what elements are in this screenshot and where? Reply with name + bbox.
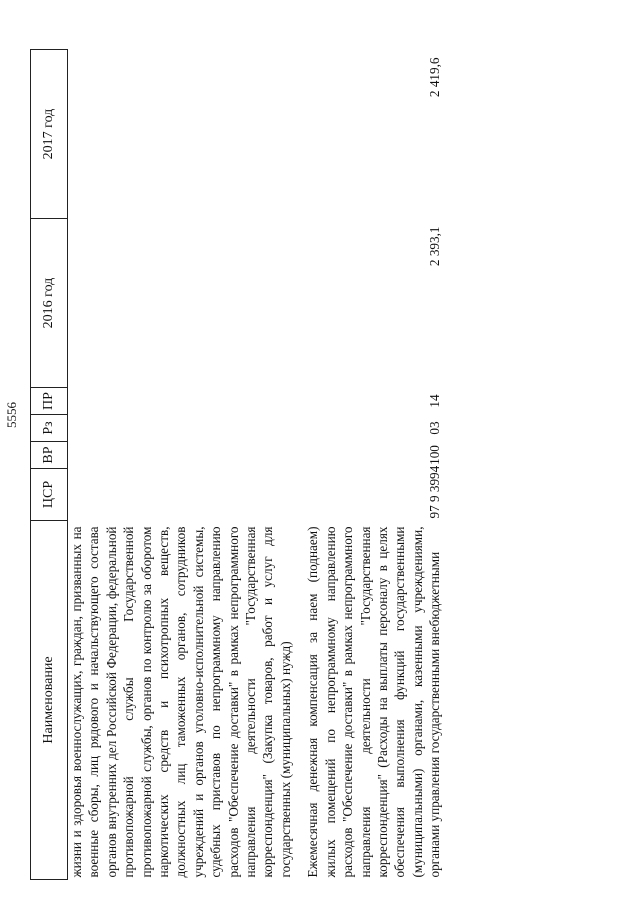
budget-table — [30, 49, 444, 880]
table-header-row — [31, 50, 68, 880]
row-vr — [68, 442, 295, 469]
row-name: жизни и здоровья военнослужащих, граждан, призванных на военные сборы, лиц рядового и начальствующего состава органов внутренних дел Российской Федерации, федеральной противопожарной службы Государственной противопожарной службы, органов по контролю за оборотом наркотических средств и психотропных веществ, должностных лиц таможенных органов, сотрудников учреждений и органов уголовно-исполнительной системы, судебных приставов по непрограммному направлению расходов "Обеспечение доставки" в рамках непрограммного направления деятельности "Государственная корреспонденция" (Закупка товаров, работ и услуг для государственных (муниципальных) нужд) — [69, 526, 293, 878]
row-csr — [68, 469, 295, 521]
page-number: 5556 — [4, 402, 19, 428]
row-name: Ежемесячная денежная компенсация за наем (поднаем) жилых помещений по непрограммному направлению расходов "Обеспечение доставки" в рамках непрограммного направления деятельности "Государственная корреспонденция" (Расходы на выплаты персоналу в целях обеспечения выполнения функций государственными (муниципальными) органами, казенными учреждениями, органами управления государственными внебюджетными — [305, 526, 443, 878]
row-pr — [68, 388, 295, 415]
header-pr: ПР — [31, 388, 68, 415]
header-vr: ВР — [31, 442, 68, 469]
row-2017: 2 419,6 — [427, 57, 443, 98]
header-name: Наименование — [31, 521, 68, 880]
table-row — [304, 50, 443, 880]
rotated-page-content — [30, 50, 611, 880]
row-rz — [68, 415, 295, 442]
row-2016 — [68, 219, 295, 388]
row-2016: 2 393,1 — [427, 226, 443, 267]
row-vr: 100 — [427, 445, 443, 465]
row-rz: 03 — [427, 421, 443, 435]
header-2016: 2016 год — [31, 219, 68, 388]
row-spacer — [294, 50, 304, 880]
header-csr: ЦСР — [31, 469, 68, 521]
row-2017 — [68, 50, 295, 219]
header-rz: Рз — [31, 415, 68, 442]
row-pr: 14 — [427, 394, 443, 408]
row-csr: 97 9 3994 — [427, 465, 443, 519]
table-row — [68, 50, 295, 880]
header-2017: 2017 год — [31, 50, 68, 219]
